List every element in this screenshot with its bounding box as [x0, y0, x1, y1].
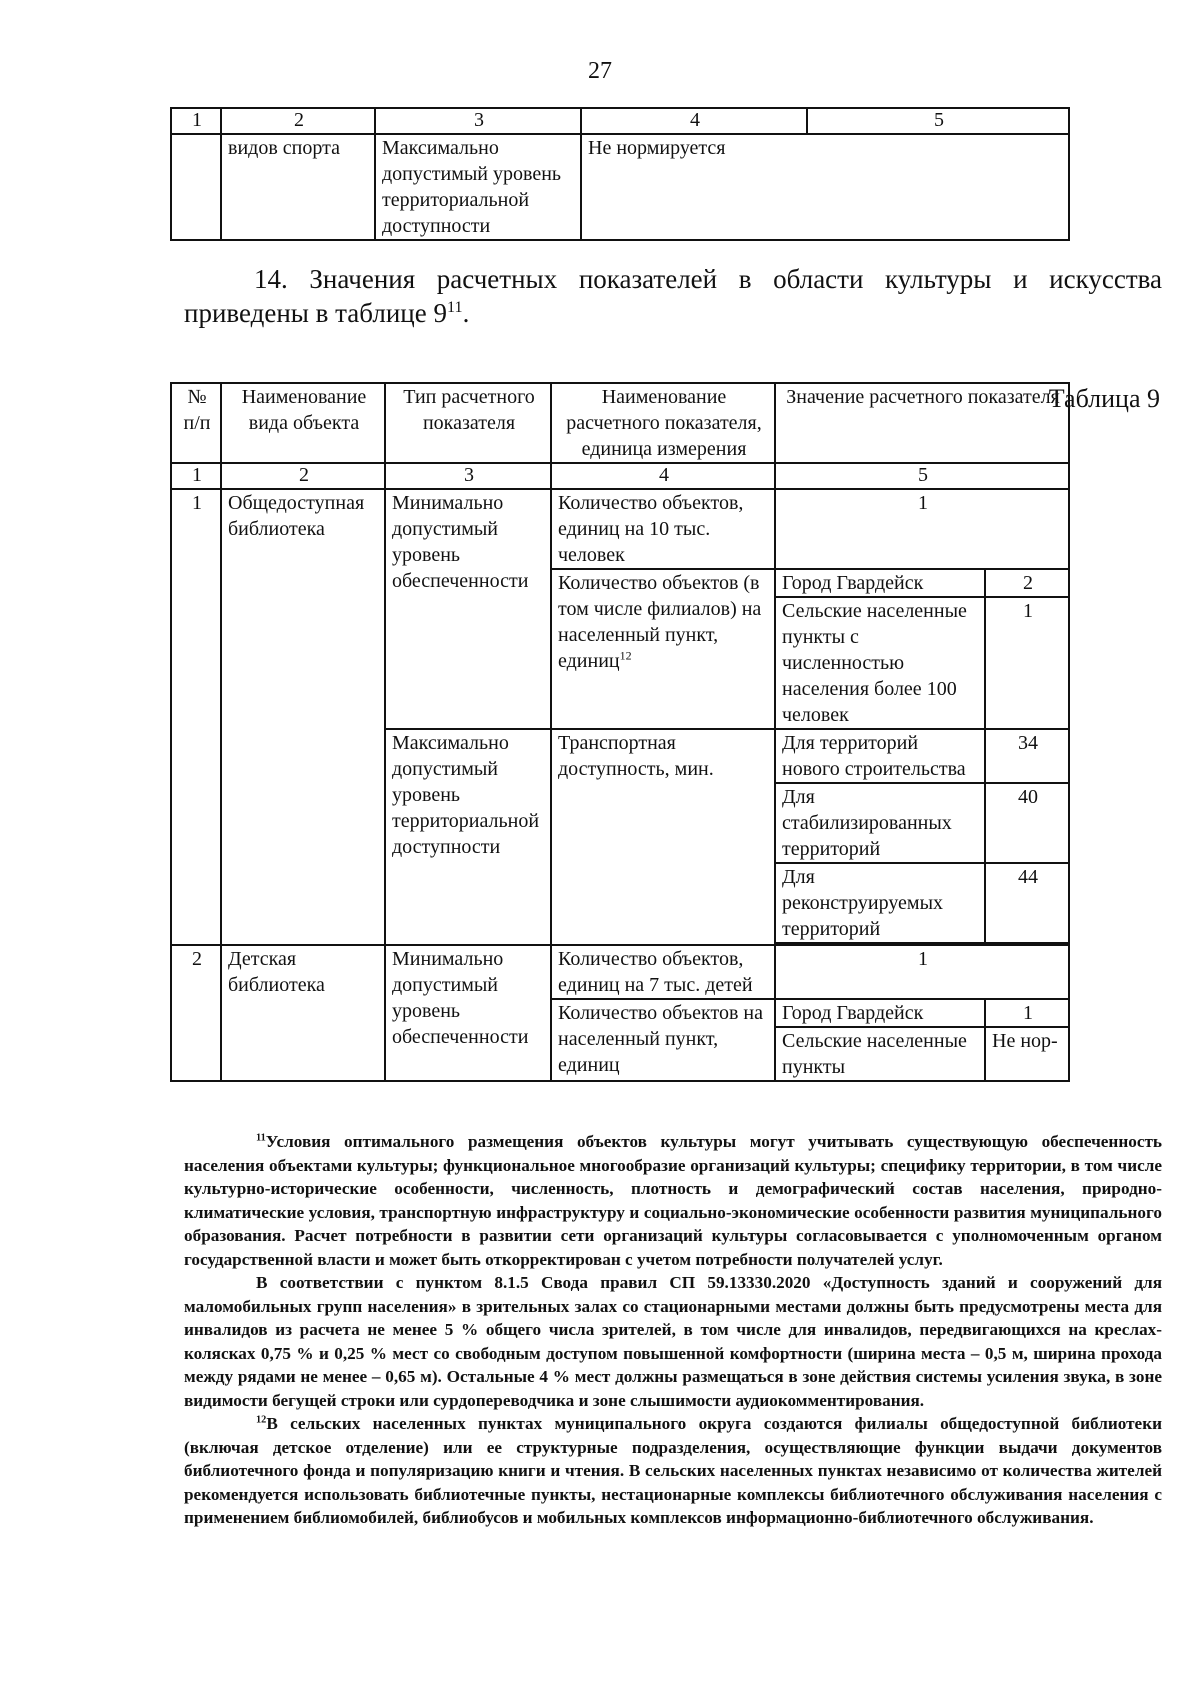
row1-sub-city-value: 2 — [985, 569, 1069, 597]
col-number-5: 5 — [775, 463, 1069, 489]
row1-sub-rural-label: Сельские населенные пункты с численностью населения более 100 человек — [775, 597, 985, 729]
header-indicator: Наименование расчетного показателя, единица измерения — [551, 383, 775, 463]
table-row — [171, 134, 1069, 240]
footnote-11-text: Условия оптимального размещения объектов культуры могут учитывать существующую обеспеченность населения объектами культуры; функциональное многообразие организаций культуры; специфику территории, в том числе культурно-исторические особенности, численность, плотность и демографический состав населения, природно-климатические условия, транспортную инфраструктуру и социально-экономические особенности развития муниципального образования. Расчет потребности в развитии сети организаций культуры согласовывается с уполномоченным органом государственной власти и может быть откорректирован с учетом потребности получателей услуг. — [184, 1132, 1162, 1269]
row2-value-count-per-7k: 1 — [775, 945, 1069, 999]
row1-value-count-per-10k: 1 — [775, 489, 1069, 569]
table-9 — [170, 382, 1069, 1082]
row2-object: Детская библиотека — [221, 945, 385, 1081]
col-number-5: 5 — [807, 108, 1069, 134]
table-col-numbers-row — [171, 463, 1069, 489]
row1-indicator-count-per-settlement-text: Количество объектов (в том числе филиалов) на населенный пункт, единиц — [558, 572, 762, 672]
col-number-2: 2 — [221, 463, 385, 489]
footnote-12 — [184, 1412, 1162, 1530]
row2-indicator-count-per-7k: Количество объектов, единиц на 7 тыс. детей — [551, 945, 775, 999]
table-row — [171, 489, 1069, 569]
continued-table — [170, 107, 1070, 241]
footnote-11 — [184, 1130, 1162, 1271]
continued-table-header-row — [171, 108, 1069, 134]
row1-indicator-count-per-settlement — [551, 569, 775, 729]
header-value: Значение расчетного показателя — [775, 383, 1069, 463]
table-caption: Таблица 9 — [1048, 384, 1160, 413]
paragraph-text: 14. Значения расчетных показателей в области культуры и искусства приведены в таблице 9 — [184, 264, 1162, 328]
row1-type-provision: Минимально допустимый уровень обеспеченности — [385, 489, 551, 729]
footnote-12-mark: 12 — [256, 1414, 267, 1426]
footnotes — [184, 1130, 1162, 1530]
row2-sub-rural-label: Сельские населенные пункты — [775, 1027, 985, 1081]
row2-sub-city-value: 1 — [985, 999, 1069, 1027]
section-paragraph — [184, 262, 1162, 330]
header-object: Наименование вида объекта — [221, 383, 385, 463]
row1-sub-new-value: 34 — [985, 729, 1069, 783]
col-number-1: 1 — [171, 108, 221, 134]
row1-sub-rural-value: 1 — [985, 597, 1069, 729]
row2-type-provision: Минимально допустимый уровень обеспеченности — [385, 945, 551, 1081]
col-number-2: 2 — [221, 108, 375, 134]
row2-sub-rural-value: Не нор- — [985, 1027, 1069, 1081]
col-number-1: 1 — [171, 463, 221, 489]
row1-sub-stabilized-value: 40 — [985, 783, 1069, 863]
row1-sub-reconstructed-value: 44 — [985, 863, 1069, 943]
footnote-ref-12: 12 — [619, 648, 632, 663]
row1-sub-new-label: Для территорий нового строительства — [775, 729, 985, 783]
col-number-4: 4 — [581, 108, 807, 134]
header-num: № п/п — [171, 383, 221, 463]
row1-num: 1 — [171, 489, 221, 945]
row1-type-accessibility: Максимально допустимый уровень территориальной доступности — [385, 729, 551, 945]
col-number-3: 3 — [375, 108, 581, 134]
row1-sub-stabilized-label: Для стабилизированных территорий — [775, 783, 985, 863]
col-number-3: 3 — [385, 463, 551, 489]
cell-num — [171, 134, 221, 240]
row2-num: 2 — [171, 945, 221, 1081]
col-number-4: 4 — [551, 463, 775, 489]
table-header-row — [171, 383, 1069, 463]
page-number: 27 — [588, 58, 612, 84]
row1-object: Общедоступная библиотека — [221, 489, 385, 945]
paragraph-end: . — [462, 298, 470, 328]
footnote-ref-11: 11 — [446, 298, 463, 316]
row1-indicator-transport: Транспортная доступность, мин. — [551, 729, 775, 945]
cell-value: Не нормируется — [581, 134, 1069, 240]
row2-sub-city-label: Город Гвардейск — [775, 999, 985, 1027]
cell-indicator-type: Максимально допустимый уровень территориальной доступности — [375, 134, 581, 240]
footnote-11-mark: 11 — [256, 1132, 266, 1144]
row1-indicator-count-per-10k: Количество объектов, единиц на 10 тыс. человек — [551, 489, 775, 569]
table-row — [171, 945, 1069, 999]
footnote-11-continuation: В соответствии с пунктом 8.1.5 Свода правил СП 59.13330.2020 «Доступность зданий и сооружений для маломобильных групп населения» в зрительных залах со стационарными местами должны быть предусмотрены места для инвалидов из расчета не менее 5 % общего числа зрителей, в том числе для инвалидов, передвигающихся на креслах-колясках 0,75 % и 0,25 % мест со свободным доступом повышенной комфортности (ширина места – 0,5 м, ширина прохода между рядами не менее – 0,65 м). Остальные 4 % мест должны размещаться в зоне действия системы усиления звука, в зоне видимости бегущей строки или сурдопереводчика и зоне слышимости аудиокомментирования. — [184, 1273, 1162, 1410]
cell-object-name: видов спорта — [221, 134, 375, 240]
row1-sub-city-label: Город Гвардейск — [775, 569, 985, 597]
row1-sub-reconstructed-label: Для реконструируемых территорий — [775, 863, 985, 943]
footnote-12-text: В сельских населенных пунктах муниципального округа создаются филиалы общедоступной библиотеки (включая детское отделение) или ее структурные подразделения, осуществляющие функции выдачи документов библиотечного фонда и популяризацию книги и чтения. В сельских населенных пунктах независимо от количества жителей рекомендуется использовать библиотечные пункты, нестационарные комплексы библиотечного обслуживания населения с применением библиомобилей, библиобусов и мобильных комплексов информационно-библиотечного обслуживания. — [184, 1414, 1162, 1527]
row2-indicator-count-per-settlement: Количество объектов на населенный пункт, единиц — [551, 999, 775, 1081]
header-type: Тип расчетного показателя — [385, 383, 551, 463]
